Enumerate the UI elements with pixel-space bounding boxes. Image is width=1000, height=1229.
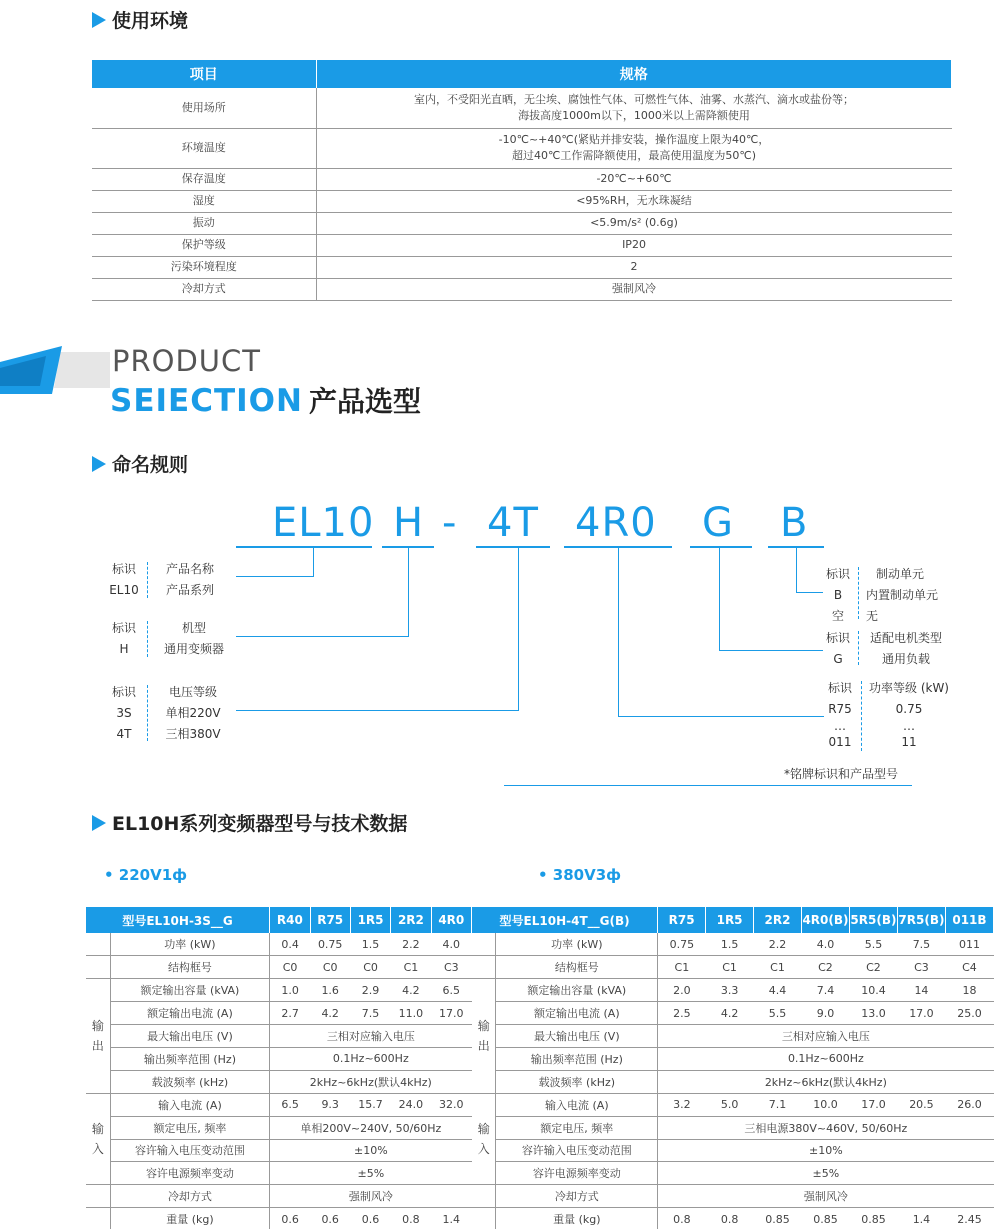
table-row [472,1162,994,1185]
label-key-series: 标识 EL10 [109,562,139,597]
dashed-divider [147,685,148,741]
connector-line [236,636,409,637]
model-column-header: 1R5 [350,907,390,933]
label-key-voltage: 标识 3S 4T [111,685,136,741]
param-value-cell: 18 [945,979,993,1002]
param-value-cell: 0.4 [270,933,310,956]
env-spec-cell: -10℃~+40℃(紧贴并排安装，操作温度上限为40℃， 超过40℃工作需降额使用，最高使用温度为50℃) [316,128,952,168]
param-value-cell: 6.5 [431,979,471,1002]
table-row [472,1093,994,1116]
model-column-header: R75 [310,907,350,933]
param-name-cell: 额定输出电流 (A) [110,1002,269,1025]
param-name-cell: 结构框号 [496,956,658,979]
dashed-divider [861,681,862,751]
env-item-cell: 湿度 [92,190,316,212]
table-row [86,1116,472,1139]
code-underline [476,546,550,548]
param-name-cell: 载波频率 (kHz) [496,1070,658,1093]
env-item-cell: 污染环境程度 [92,256,316,278]
table-row [86,933,472,956]
param-name-cell: 额定电压, 频率 [110,1116,269,1139]
param-value-cell: 7.4 [801,979,849,1002]
triangle-bullet-icon [92,12,106,28]
model-column-header: R75 [658,907,706,933]
dashed-divider [147,562,148,598]
group-cell [86,956,110,979]
param-value-cell: 10.4 [849,979,897,1002]
label-key-power: 标识 R75 … 011 [827,681,852,749]
param-span-cell: ±5% [658,1162,994,1185]
code-motor: G [702,500,734,546]
dashed-divider [147,621,148,657]
param-value-cell: 2.0 [658,979,706,1002]
param-span-cell: 强制风冷 [658,1185,994,1208]
table-row [472,933,994,956]
table-row [472,1116,994,1139]
param-name-cell: 重量 (kg) [496,1208,658,1229]
connector-line [618,716,824,717]
connector-line [796,548,797,592]
param-name-cell: 最大输出电压 (V) [496,1025,658,1048]
table-row [92,88,952,128]
param-value-cell: 0.8 [706,1208,754,1229]
env-item-cell: 冷却方式 [92,278,316,300]
param-span-cell: 单相200V~240V, 50/60Hz [270,1116,472,1139]
param-value-cell: 0.8 [658,1208,706,1229]
param-value-cell: C0 [310,956,350,979]
param-value-cell: 7.5 [897,933,945,956]
param-value-cell: 5.5 [849,933,897,956]
param-value-cell: C0 [350,956,390,979]
label-value-motor: 适配电机类型 通用负载 [869,631,942,666]
table-row [472,1185,994,1208]
model-column-header: R40 [270,907,310,933]
param-value-cell: 0.85 [801,1208,849,1229]
param-name-cell: 载波频率 (kHz) [110,1070,269,1093]
param-value-cell: 7.1 [754,1093,802,1116]
code-brake: B [780,500,809,546]
triangle-bullet-icon [92,815,106,831]
env-spec-cell: -20℃~+60℃ [316,168,952,190]
table-row [472,1139,994,1162]
selection-heading [110,380,421,420]
param-name-cell: 额定输出容量 (kVA) [496,979,658,1002]
model-header: 型号EL10H-3S__G [86,907,270,933]
model-column-header: 011B [945,907,993,933]
table-row [92,190,952,212]
param-value-cell: 1.4 [431,1208,471,1229]
model-column-header: 7R5(B) [897,907,945,933]
param-value-cell: 2.7 [270,1002,310,1025]
label-key-type: 标识 H [111,621,136,656]
connector-line [313,548,314,576]
group-cell [86,1185,110,1208]
table-row [86,956,472,979]
param-name-cell: 容许输入电压变动范围 [496,1139,658,1162]
param-name-cell: 最大输出电压 (V) [110,1025,269,1048]
table-row [86,1070,472,1093]
tech-section-title: EL10H系列变频器型号与技术数据 [92,809,407,836]
connector-line [236,710,519,711]
param-value-cell: 3.2 [658,1093,706,1116]
table-row [86,979,472,1002]
param-value-cell: 0.6 [310,1208,350,1229]
label-value-series: 产品名称 产品系列 [166,562,215,597]
param-name-cell: 输入电流 (A) [496,1093,658,1116]
param-value-cell: 011 [945,933,993,956]
label-key-motor: 标识 G [825,631,850,666]
param-value-cell: 9.0 [801,1002,849,1025]
param-value-cell: 5.0 [706,1093,754,1116]
table-row [472,1047,994,1070]
output-group-label: 输 出 [86,979,110,1093]
env-spec-cell: <5.9m/s² (0.6g) [316,212,952,234]
param-value-cell: 1.4 [897,1208,945,1229]
selection-heading-cn: 产品选型 [308,385,421,418]
param-value-cell: 4.4 [754,979,802,1002]
param-value-cell: C0 [270,956,310,979]
param-span-cell: ±5% [270,1162,472,1185]
env-item-cell: 使用场所 [92,88,316,128]
param-span-cell: 0.1Hz~600Hz [658,1047,994,1070]
param-value-cell: 15.7 [350,1093,390,1116]
param-value-cell: 2.5 [658,1002,706,1025]
param-name-cell: 额定输出电流 (A) [496,1002,658,1025]
code-underline [690,546,752,548]
param-name-cell: 重量 (kg) [110,1208,269,1229]
param-name-cell: 输入电流 (A) [110,1093,269,1116]
nameplate-note: *铭牌标识和产品型号 [784,767,899,781]
model-header: 型号EL10H-4T__G(B) [472,907,658,933]
param-value-cell: 3.3 [706,979,754,1002]
param-value-cell: C3 [431,956,471,979]
param-name-cell: 额定输出容量 (kVA) [110,979,269,1002]
param-value-cell: 26.0 [945,1093,993,1116]
param-name-cell: 功率 (kW) [496,933,658,956]
env-section-title: 使用环境 [92,6,188,33]
selection-heading-en: SEIECTION [110,383,303,419]
table-row [86,1139,472,1162]
group-cell [472,956,496,979]
param-name-cell: 结构框号 [110,956,269,979]
param-value-cell: 20.5 [897,1093,945,1116]
dashed-divider [858,567,859,619]
env-spec-cell: 室内，不受阳光直晒，无尘埃、腐蚀性气体、可燃性气体、油雾、水蒸汽、滴水或盐份等； 海拔高度1000m以下，1000米以上需降额使用 [316,88,952,128]
param-value-cell: 17.0 [431,1002,471,1025]
label-value-brake: 制动单元 内置制动单元 无 [866,567,939,623]
param-value-cell: 25.0 [945,1002,993,1025]
triangle-bullet-icon [92,456,106,472]
env-header-item: 项目 [92,60,316,88]
table-row [86,1162,472,1185]
table-row [92,278,952,300]
param-name-cell: 冷却方式 [496,1185,658,1208]
param-value-cell: C2 [849,956,897,979]
param-value-cell: 0.75 [310,933,350,956]
param-value-cell: 4.0 [431,933,471,956]
param-name-cell: 额定电压, 频率 [496,1116,658,1139]
table-row [472,1208,994,1229]
dashed-divider [858,631,859,665]
group-cell [86,933,110,956]
param-value-cell: 4.2 [706,1002,754,1025]
table-row [92,234,952,256]
param-value-cell: 2.9 [350,979,390,1002]
param-value-cell: 13.0 [849,1002,897,1025]
input-group-label: 输 入 [86,1093,110,1185]
table-row [92,212,952,234]
env-spec-cell: 2 [316,256,952,278]
env-spec-cell: 强制风冷 [316,278,952,300]
table-row [92,256,952,278]
model-column-header: 4R0 [431,907,471,933]
param-value-cell: 32.0 [431,1093,471,1116]
spec-table-380v [472,907,994,1229]
group-cell [86,1208,110,1229]
param-value-cell: 4.2 [310,1002,350,1025]
table-row [86,1093,472,1116]
note-underline [504,785,912,786]
param-span-cell: 2kHz~6kHz(默认4kHz) [658,1070,994,1093]
env-item-cell: 保存温度 [92,168,316,190]
group-cell [472,933,496,956]
env-item-cell: 振动 [92,212,316,234]
product-heading-en: PRODUCT [112,344,261,378]
param-span-cell: 强制风冷 [270,1185,472,1208]
table-220-label: • 220V1ф [104,866,188,884]
param-name-cell: 容许电源频率变动 [496,1162,658,1185]
param-value-cell: 24.0 [391,1093,431,1116]
param-name-cell: 容许输入电压变动范围 [110,1139,269,1162]
param-value-cell: C2 [801,956,849,979]
table-row [86,1025,472,1048]
naming-section-title: 命名规则 [92,450,188,477]
connector-line [719,548,720,650]
param-value-cell: 4.0 [801,933,849,956]
param-value-cell: 1.5 [706,933,754,956]
param-value-cell: 0.6 [270,1208,310,1229]
param-value-cell: 9.3 [310,1093,350,1116]
group-cell [472,1208,496,1229]
model-column-header: 5R5(B) [849,907,897,933]
param-value-cell: 7.5 [350,1002,390,1025]
param-name-cell: 功率 (kW) [110,933,269,956]
param-name-cell: 输出频率范围 (Hz) [110,1047,269,1070]
model-column-header: 4R0(B) [801,907,849,933]
param-value-cell: 11.0 [391,1002,431,1025]
connector-line [518,548,519,710]
table-row [472,956,994,979]
group-cell [472,1185,496,1208]
code-power: 4R0 [575,500,657,546]
label-value-type: 机型 通用变频器 [163,621,224,656]
table-row [92,128,952,168]
param-value-cell: 0.6 [350,1208,390,1229]
param-value-cell: 1.5 [350,933,390,956]
param-value-cell: C4 [945,956,993,979]
model-column-header: 2R2 [391,907,431,933]
connector-line [618,548,619,716]
param-span-cell: 2kHz~6kHz(默认4kHz) [270,1070,472,1093]
table-row [86,1208,472,1229]
param-value-cell: 2.45 [945,1208,993,1229]
env-item-cell: 环境温度 [92,128,316,168]
env-spec-cell: IP20 [316,234,952,256]
table-row [472,1025,994,1048]
param-value-cell: 1.0 [270,979,310,1002]
param-value-cell: 10.0 [801,1093,849,1116]
param-span-cell: 三相对应输入电压 [658,1025,994,1048]
param-span-cell: 三相电源380V~460V, 50/60Hz [658,1116,994,1139]
param-name-cell: 冷却方式 [110,1185,269,1208]
param-value-cell: 0.8 [391,1208,431,1229]
param-value-cell: 14 [897,979,945,1002]
param-value-cell: 17.0 [849,1093,897,1116]
param-span-cell: ±10% [270,1139,472,1162]
table-380-label: • 380V3ф [538,866,622,884]
code-underline [236,546,372,548]
param-value-cell: 1.6 [310,979,350,1002]
environment-table [92,60,952,301]
connector-line [719,650,823,651]
output-group-label: 输 出 [472,979,496,1093]
param-span-cell: 三相对应输入电压 [270,1025,472,1048]
code-type: H [393,500,425,546]
table-row [86,1047,472,1070]
param-value-cell: C1 [658,956,706,979]
param-value-cell: C1 [754,956,802,979]
env-item-cell: 保护等级 [92,234,316,256]
param-name-cell: 容许电源频率变动 [110,1162,269,1185]
env-spec-cell: <95%RH，无水珠凝结 [316,190,952,212]
param-value-cell: 6.5 [270,1093,310,1116]
model-column-header: 1R5 [706,907,754,933]
model-column-header: 2R2 [754,907,802,933]
code-dash: - [442,500,458,546]
param-value-cell: 0.85 [754,1208,802,1229]
table-row [92,168,952,190]
table-row [472,979,994,1002]
param-value-cell: 2.2 [754,933,802,956]
param-value-cell: 17.0 [897,1002,945,1025]
table-row [86,1185,472,1208]
banner-stripe-graphic [0,338,110,398]
param-value-cell: C1 [391,956,431,979]
code-voltage: 4T [487,500,539,546]
param-value-cell: 4.2 [391,979,431,1002]
param-value-cell: 5.5 [754,1002,802,1025]
param-value-cell: C1 [706,956,754,979]
param-span-cell: ±10% [658,1139,994,1162]
param-value-cell: 2.2 [391,933,431,956]
connector-line [408,548,409,636]
input-group-label: 输 入 [472,1093,496,1185]
connector-line [796,592,823,593]
code-series: EL10 [272,500,375,546]
connector-line [236,576,314,577]
param-span-cell: 0.1Hz~600Hz [270,1047,472,1070]
param-name-cell: 输出频率范围 (Hz) [496,1047,658,1070]
param-value-cell: 0.75 [658,933,706,956]
label-value-power: 功率等级 (kW) 0.75 … 11 [869,681,949,749]
label-key-brake: 标识 B 空 [825,567,850,623]
spec-table-220v [86,907,472,1229]
env-header-spec: 规格 [316,60,952,88]
table-row [86,1002,472,1025]
table-row [472,1002,994,1025]
label-value-voltage: 电压等级 单相220V 三相380V [165,685,221,741]
param-value-cell: 0.85 [849,1208,897,1229]
param-value-cell: C3 [897,956,945,979]
table-row [472,1070,994,1093]
